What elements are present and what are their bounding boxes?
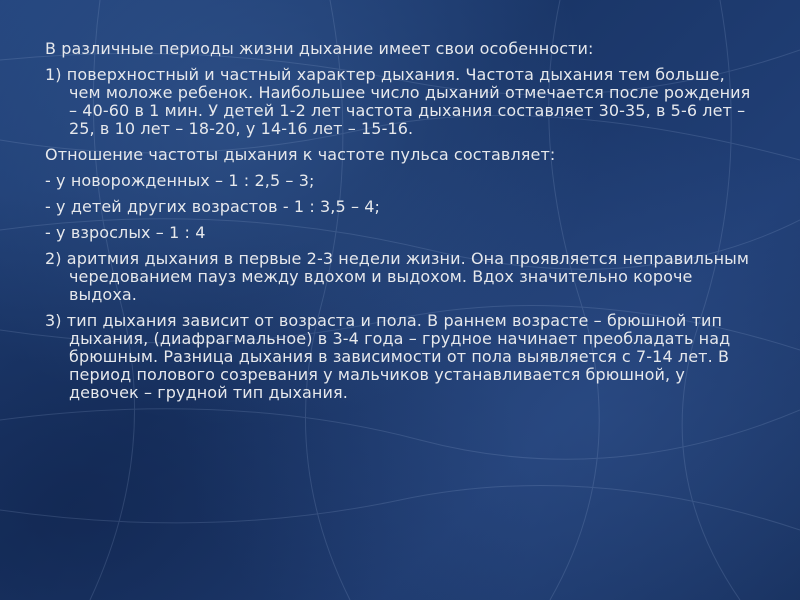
ratio-heading: Отношение частоты дыхания к частоте пульса составляет:: [45, 145, 556, 164]
point-3-paragraph: 3) тип дыхания зависит от возраста и пола. В раннем возрасте – брюшной тип дыхания, (диафрагмальное) в 3-4 года – грудное начинает преобладать над брюшным. Разница дыхания в зависимости от пола выявляется с 7-14 лет. В период полового созревания у мальчиков устанавливается брюшной, у девочек – грудной тип дыхания.: [45, 311, 731, 402]
point-1-paragraph: 1) поверхностный и частный характер дыхания. Частота дыхания тем больше, чем моложе ребенок. Наибольшее число дыханий отмечается после рождения – 40-60 в 1 мин. У детей 1-2 лет частота дыхания составляет 30-35, в 5-6 лет – 25, в 10 лет – 18-20, у 14-16 лет – 15-16.: [45, 65, 751, 138]
slide-body-text: [45, 40, 755, 410]
intro-paragraph: В различные периоды жизни дыхание имеет свои особенности:: [45, 39, 594, 58]
ratio-adults: - у взрослых – 1 : 4: [45, 223, 206, 242]
ratio-children: - у детей других возрастов - 1 : 3,5 – 4;: [45, 197, 381, 216]
ratio-newborns: - у новорожденных – 1 : 2,5 – 3;: [45, 171, 315, 190]
point-2-paragraph: 2) аритмия дыхания в первые 2-3 недели жизни. Она проявляется неправильным чередованием пауз между вдохом и выдохом. Вдох значительно короче выдоха.: [45, 249, 750, 304]
